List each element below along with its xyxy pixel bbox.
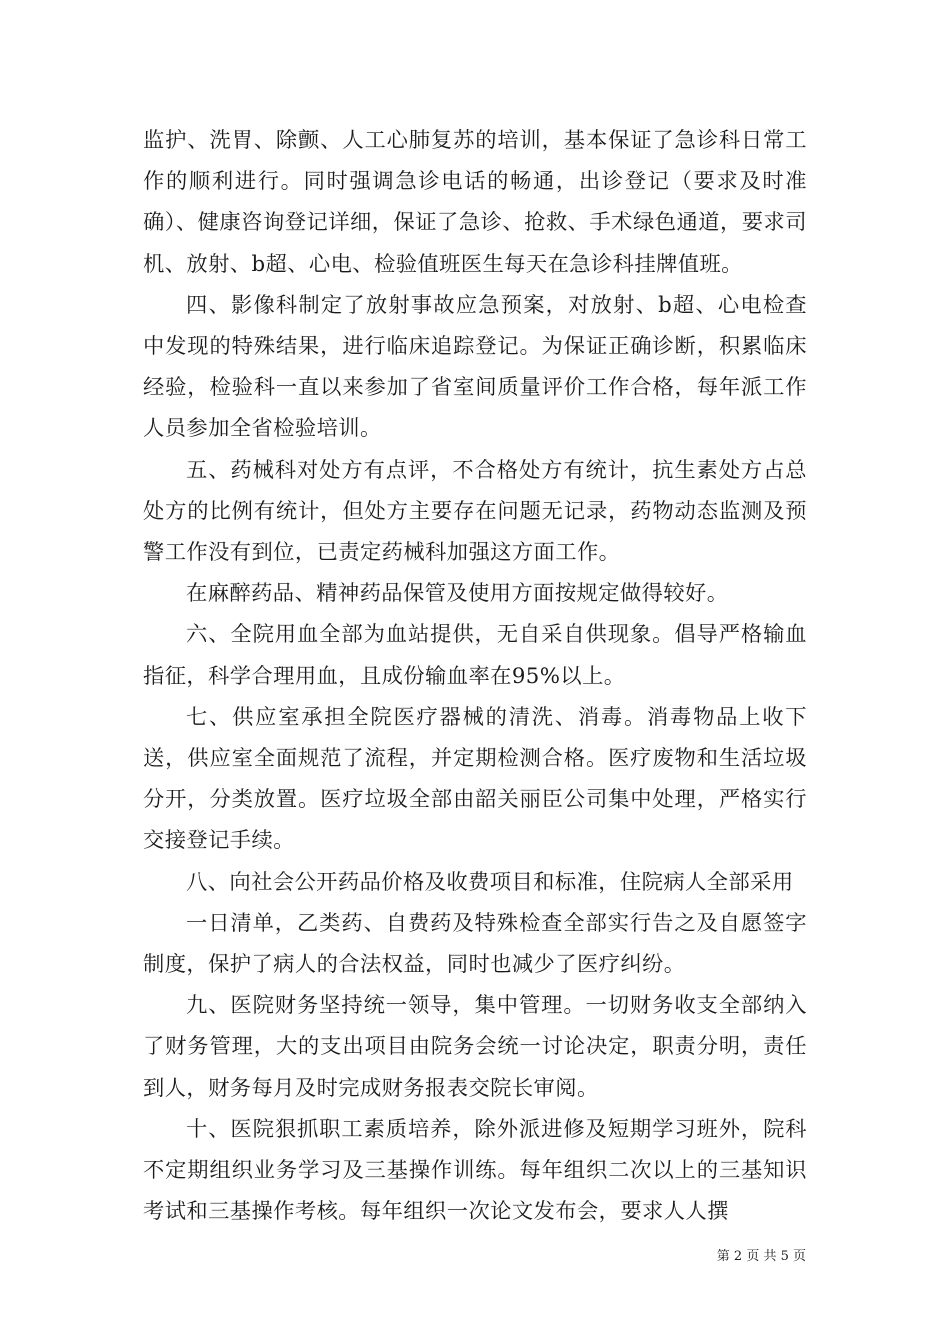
paragraph-4: 在麻醉药品、精神药品保管及使用方面按规定做得较好。 bbox=[186, 581, 729, 607]
paragraph-10: 十、医院狠抓职工素质培养，除外派进修及短期学习班外，院科不定期组织业务学习及三基操作训练。每年组织二次以上的三基知识考试和三基操作考核。每年组织一次论文发布会，要求人人撰 bbox=[143, 1116, 807, 1225]
paragraph-1: 监护、洗胃、除颤、人工心肺复苏的培训，基本保证了急诊科日常工作的顺利进行。同时强调急诊电话的畅通，出诊登记（要求及时准确）、健康咨询登记详细，保证了急诊、抢救、手术绿色通道，要求司机、放射、b超、心电、检验值班医生每天在急诊科挂牌值班。 bbox=[143, 128, 807, 277]
page-number-footer: 第 2 页 共 5 页 bbox=[716, 1249, 806, 1264]
paragraph-6: 七、供应室承担全院医疗器械的清洗、消毒。消毒物品上收下送，供应室全面规范了流程，并定期检测合格。医疗废物和生活垃圾分开，分类放置。医疗垃圾全部由韶关丽臣公司集中处理，严格实行交接登记手续。 bbox=[143, 704, 807, 854]
document-body bbox=[143, 120, 807, 1232]
paragraph-8: 一日清单，乙类药、自费药及特殊检查全部实行告之及自愿签字制度，保护了病人的合法权益，同时也减少了医疗纠纷。 bbox=[143, 910, 807, 978]
paragraph-2: 四、影像科制定了放射事故应急预案，对放射、b超、心电检查中发现的特殊结果，进行临床追踪登记。为保证正确诊断，积累临床经验，检验科一直以来参加了省室间质量评价工作合格，每年派工作人员参加全省检验培训。 bbox=[143, 292, 807, 442]
paragraph-3: 五、药械科对处方有点评，不合格处方有统计，抗生素处方占总处方的比例有统计，但处方主要存在问题无记录，药物动态监测及预警工作没有到位，已责定药械科加强这方面工作。 bbox=[143, 457, 807, 566]
paragraph-7: 八、向社会公开药品价格及收费项目和标准，住院病人全部采用 bbox=[186, 869, 794, 895]
paragraph-9: 九、医院财务坚持统一领导，集中管理。一切财务收支全部纳入了财务管理，大的支出项目由院务会统一讨论决定，职责分明，责任到人，财务每月及时完成财务报表交院长审阅。 bbox=[143, 993, 807, 1101]
paragraph-5: 六、全院用血全部为血站提供，无自采自供现象。倡导严格输血指征，科学合理用血，且成份输血率在95%以上。 bbox=[143, 622, 807, 689]
